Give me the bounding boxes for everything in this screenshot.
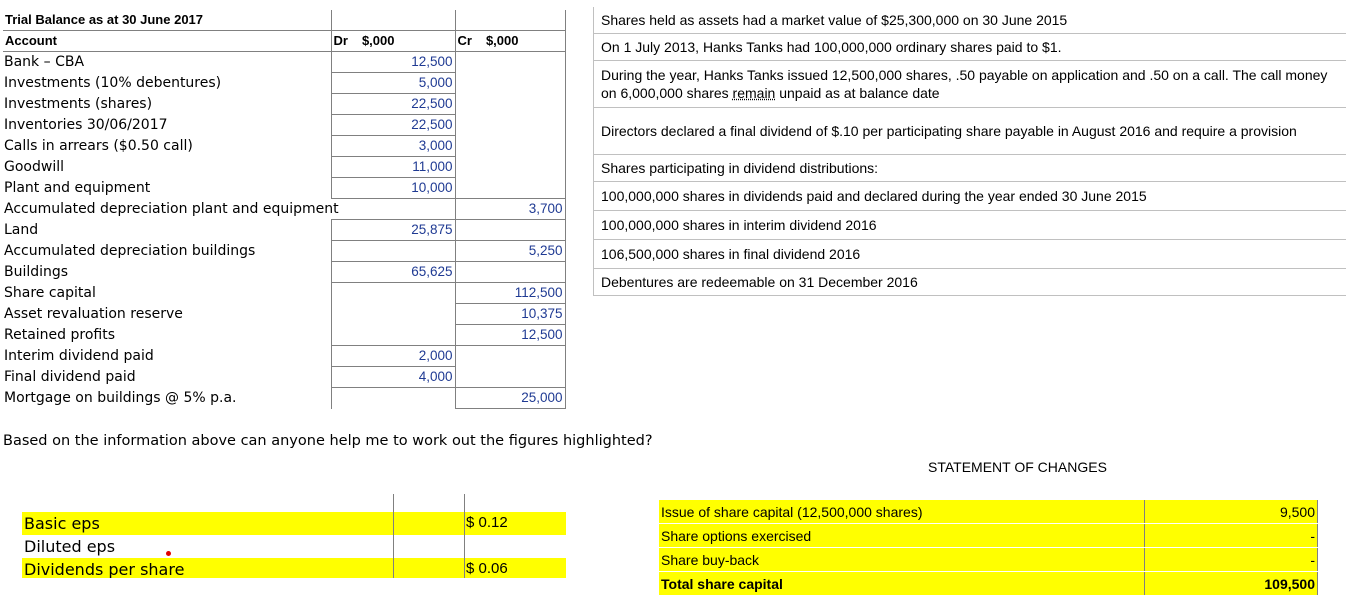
note-final-dividend: Directors declared a final dividend of $.10 per participating share payable in August 2016 and require a provision [594,108,1347,155]
eps-basic-value: $ 0.12 [466,514,508,531]
tb-dr-value [331,304,455,325]
note-row [594,34,1347,61]
tb-account: Mortgage on buildings @ 5% p.a. [3,388,331,409]
table-row [3,283,565,304]
table-row [659,500,1318,524]
tb-col-account: Account [3,31,331,52]
table-row [3,94,565,115]
soc-label: Share buy-back [659,548,1145,572]
tb-dr-value [331,325,455,346]
tb-cr-value [455,220,565,241]
tb-dr-value [331,283,455,304]
table-row [3,52,565,73]
question-text: Based on the information above can anyone help me to work out the figures highlighted? [3,433,653,449]
tb-dr-value: 65,625 [331,262,455,283]
table-row [3,304,565,325]
tb-account: Land [3,220,331,241]
tb-cr-value [455,367,565,388]
eps-divider-2 [464,494,465,578]
table-row [659,524,1318,548]
tb-cr-value [455,94,565,115]
soc-amount: 9,500 [1145,500,1318,524]
note-interim-2016: 100,000,000 shares in interim dividend 2016 [594,211,1347,240]
table-row [659,572,1318,596]
note-share-issue-remain: remain [732,85,776,101]
red-marker-icon [166,551,171,556]
tb-dr-value: 11,000 [331,157,455,178]
eps-dividends-label: Dividends per share [24,560,185,578]
note-market-value: Shares held as assets had a market value of $25,300,000 on 30 June 2015 [594,7,1347,34]
tb-title-row [3,10,565,31]
note-row [594,182,1347,211]
tb-account: Asset revaluation reserve [3,304,331,325]
note-row [594,240,1347,269]
note-share-issue [594,61,1347,108]
tb-cr-value: 112,500 [455,283,565,304]
soc-amount: 109,500 [1145,572,1318,596]
eps-diluted-label: Diluted eps [24,537,116,556]
note-row [594,7,1347,34]
table-row [3,199,565,220]
eps-row-basic [22,512,566,535]
soc-label: Issue of share capital (12,500,000 shares) [659,500,1145,524]
tb-cr-value: 10,375 [455,304,565,325]
tb-dr-value: 4,000 [331,367,455,388]
tb-col-dr-unit: $,000 [361,33,395,48]
note-dividends-2015: 100,000,000 shares in dividends paid and declared during the year ended 30 June 2015 [594,182,1347,211]
tb-dr-value: 2,000 [331,346,455,367]
note-share-issue-text: During the year, Hanks Tanks issued 12,500,000 shares, .50 payable on application and .50 on a call. The call money on 6,000,000 shares [601,67,1328,101]
tb-col-dr-label: Dr [333,33,348,48]
soc-label: Total share capital [659,572,1145,596]
tb-account: Inventories 30/06/2017 [3,115,331,136]
tb-account: Plant and equipment [3,178,331,199]
tb-cr-value [455,136,565,157]
table-row [3,220,565,241]
tb-account: Retained profits [3,325,331,346]
eps-row-diluted [22,535,566,558]
tb-dr-value [331,388,455,409]
tb-col-cr-unit: $,000 [485,33,519,48]
tb-cr-value [455,157,565,178]
tb-dr-value [331,199,455,220]
soc-label: Share options exercised [659,524,1145,548]
table-row [3,262,565,283]
tb-account: Interim dividend paid [3,346,331,367]
tb-account: Investments (10% debentures) [3,73,331,94]
eps-row-dividends [22,558,566,578]
tb-account: Final dividend paid [3,367,331,388]
tb-title: Trial Balance as at 30 June 2017 [3,10,331,31]
tb-cr-value: 5,250 [455,241,565,262]
tb-cr-value: 12,500 [455,325,565,346]
eps-dividends-value: $ 0.06 [466,560,508,577]
tb-dr-value: 10,000 [331,178,455,199]
tb-account: Share capital [3,283,331,304]
tb-account: Buildings [3,262,331,283]
tb-col-cr-label: Cr [457,33,472,48]
tb-account: Goodwill [3,157,331,178]
eps-divider-1 [393,494,394,578]
tb-cr-value: 3,700 [455,199,565,220]
tb-col-cr [455,31,565,52]
note-participating-shares: Shares participating in dividend distributions: [594,155,1347,182]
table-row [3,388,565,409]
tb-dr-value: 22,500 [331,94,455,115]
table-row [3,178,565,199]
note-row [594,155,1347,182]
note-row [594,269,1347,296]
table-row [3,367,565,388]
tb-dr-value: 5,000 [331,73,455,94]
table-row [3,136,565,157]
table-row [3,325,565,346]
tb-account: Investments (shares) [3,94,331,115]
tb-account: Bank – CBA [3,52,331,73]
table-row [3,241,565,262]
tb-col-dr [331,31,455,52]
tb-account: Accumulated depreciation plant and equipment [4,201,339,217]
tb-cr-value [455,52,565,73]
tb-dr-value: 22,500 [331,115,455,136]
tb-dr-value: 25,875 [331,220,455,241]
tb-dr-value [331,241,455,262]
tb-cr-value [455,262,565,283]
eps-table [22,494,566,578]
note-final-2016: 106,500,000 shares in final dividend 2016 [594,240,1347,269]
statement-of-changes-table [659,500,1318,595]
note-row [594,61,1347,108]
tb-account: Accumulated depreciation buildings [3,241,331,262]
table-row [3,157,565,178]
note-debentures: Debentures are redeemable on 31 December 2016 [594,269,1347,296]
tb-dr-value: 3,000 [331,136,455,157]
notes-table [593,7,1346,296]
soc-amount: - [1145,524,1318,548]
tb-account: Calls in arrears ($0.50 call) [3,136,331,157]
table-row [3,115,565,136]
note-share-issue-tail: unpaid as at balance date [775,85,940,101]
table-row [3,73,565,94]
soc-amount: - [1145,548,1318,572]
tb-dr-value: 12,500 [331,52,455,73]
tb-cr-value [455,346,565,367]
tb-cr-value [455,178,565,199]
table-row [659,548,1318,572]
trial-balance-table [3,10,566,409]
note-row [594,211,1347,240]
tb-cr-value: 25,000 [455,388,565,409]
tb-cr-value [455,73,565,94]
table-row [3,346,565,367]
note-row [594,108,1347,155]
tb-header-row [3,31,565,52]
note-ordinary-shares: On 1 July 2013, Hanks Tanks had 100,000,000 ordinary shares paid to $1. [594,34,1347,61]
statement-title: STATEMENT OF CHANGES [928,459,1107,475]
eps-basic-label: Basic eps [24,514,100,533]
tb-cr-value [455,115,565,136]
